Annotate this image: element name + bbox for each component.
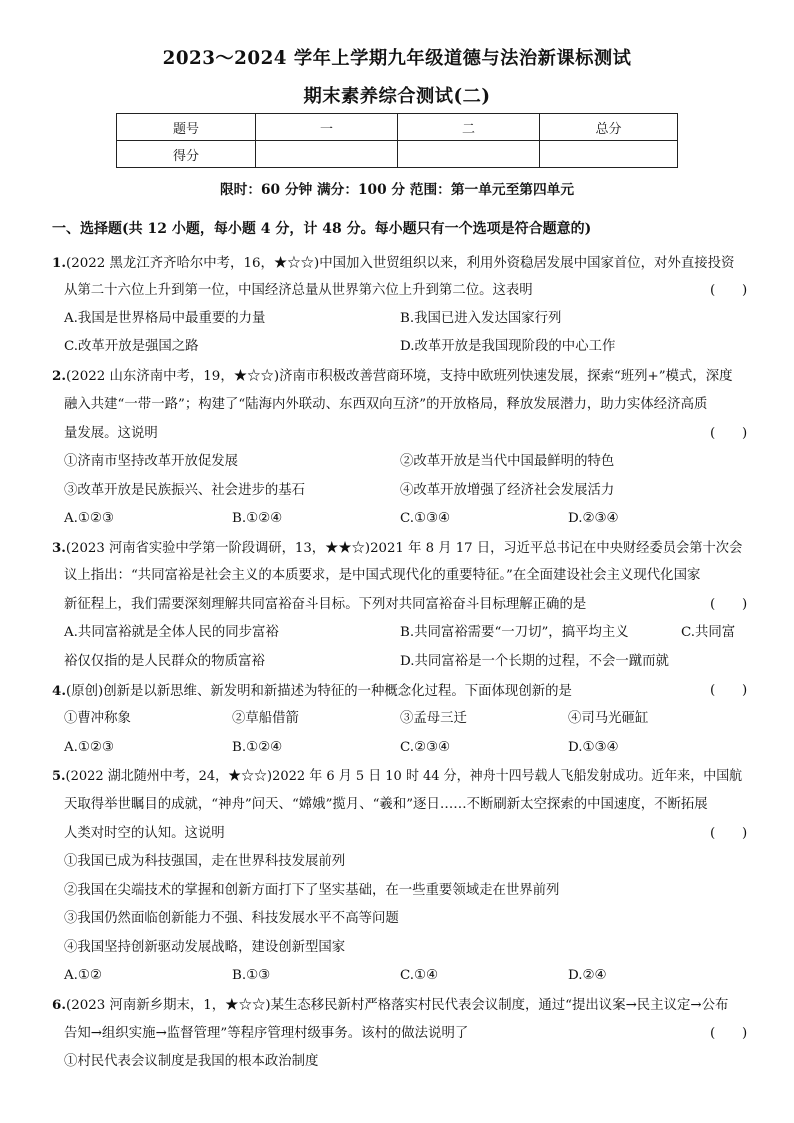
question-4-text: (原创)创新是以新思维、新发明和新描述为特征的一种概念化过程。下面体现创新的是 xyxy=(65,684,572,699)
question-2-line xyxy=(52,367,733,386)
question-5-text: 天取得举世瞩目的成就，“神舟”问天、“嫦娥”揽月、“羲和”逐日……不断刷新太空探索的中国速度，不断拓展 xyxy=(64,797,708,812)
statement-4: ④改革开放增强了经济社会发展活力 xyxy=(400,483,615,498)
statement-1: ①曹冲称象 xyxy=(64,711,131,726)
question-4-line xyxy=(52,682,572,701)
statement-2: ②我国在尖端技术的掌握和创新方面打下了坚实基础，在一些重要领域走在世界前列 xyxy=(64,883,560,898)
question-5-text: (2022 湖北随州中考，24，★☆☆)2022 年 6 月 5 日 10 时 44 分，神舟十四号载人飞船发射成功。近年来，中国航 xyxy=(65,769,743,784)
question-3-line xyxy=(52,539,742,558)
question-1-text: (2022 黑龙江齐齐哈尔中考，16，★☆☆)中国加入世贸组织以来，利用外资稳居发展中国家首位，对外直接投资 xyxy=(65,256,735,271)
option-a: A.①②③ xyxy=(64,740,114,755)
question-number: 4. xyxy=(52,683,66,699)
exam-info: 限时：60 分钟 满分：100 分 范围：第一单元至第四单元 xyxy=(219,182,575,198)
score-input-cell[interactable] xyxy=(398,141,540,168)
score-cell: 得分 xyxy=(117,141,256,168)
question-3-text: 议上指出：“共同富裕是社会主义的本质要求，是中国式现代化的重要特征。”在全面建设社会主义现代化国家 xyxy=(64,568,701,583)
answer-blank[interactable]: ( ) xyxy=(710,597,748,612)
option-b: B.①②④ xyxy=(232,740,283,755)
statement-3: ③孟母三迁 xyxy=(400,711,467,726)
score-cell: 题号 xyxy=(117,114,256,141)
answer-blank[interactable]: ( ) xyxy=(710,426,748,441)
statement-4: ④我国坚持创新驱动发展战略，建设创新型国家 xyxy=(64,940,346,955)
option-a: A.我国是世界格局中最重要的力量 xyxy=(64,311,266,326)
option-a: A.共同富裕就是全体人民的同步富裕 xyxy=(64,625,279,640)
statement-1: ①济南市坚持改革开放促发展 xyxy=(64,454,239,469)
question-6-line xyxy=(52,996,728,1015)
option-d: D.改革开放是我国现阶段的中心工作 xyxy=(400,339,616,354)
question-6-text: (2023 河南新乡期末，1，★☆☆)某生态移民新村严格落实村民代表会议制度，通过“提出议案→民主议定→公布 xyxy=(65,998,729,1013)
answer-blank[interactable]: ( ) xyxy=(710,826,748,841)
score-input-cell[interactable] xyxy=(540,141,678,168)
statement-2: ②改革开放是当代中国最鲜明的特色 xyxy=(400,454,615,469)
answer-blank[interactable]: ( ) xyxy=(710,283,748,298)
statement-3: ③我国仍然面临创新能力不强、科技发展水平不高等问题 xyxy=(64,911,399,926)
option-a: A.①②③ xyxy=(64,511,114,526)
question-2-text: (2022 山东济南中考，19，★☆☆)济南市积极改善营商环境，支持中欧班列快速发展，探索“班列+”模式，深度 xyxy=(65,369,733,384)
option-c: C.共同富 xyxy=(681,625,736,640)
statement-4: ④司马光砸缸 xyxy=(568,711,649,726)
question-1-line xyxy=(52,254,734,273)
statement-2: ②草船借箭 xyxy=(232,711,299,726)
option-c: C.改革开放是强国之路 xyxy=(64,339,199,354)
statement-1: ①我国已成为科技强国，走在世界科技发展前列 xyxy=(64,854,346,869)
question-3-text: (2023 河南省实验中学第一阶段调研，13，★★☆)2021 年 8 月 17 日，习近平总书记在中央财经委员会第十次会 xyxy=(65,541,743,556)
option-c: C.①③④ xyxy=(400,511,451,526)
option-b: B.我国已进入发达国家行列 xyxy=(400,311,562,326)
option-c: C.②③④ xyxy=(400,740,451,755)
option-d: D.共同富裕是一个长期的过程，不会一蹴而就 xyxy=(400,654,669,669)
question-number: 2. xyxy=(52,368,66,384)
score-table-header-row xyxy=(117,114,678,141)
question-number: 3. xyxy=(52,540,66,556)
answer-blank[interactable]: ( ) xyxy=(710,1026,748,1041)
question-5-text: 人类对时空的认知。这说明 xyxy=(64,826,225,841)
score-cell: 二 xyxy=(398,114,540,141)
question-6-text: 告知→组织实施→监督管理”等程序管理村级事务。该村的做法说明了 xyxy=(64,1026,469,1041)
question-number: 1. xyxy=(52,255,66,271)
question-1-text: 从第二十六位上升到第一位，中国经济总量从世界第六位上升到第二位。这表明 xyxy=(64,283,533,298)
score-cell: 一 xyxy=(256,114,398,141)
score-table-score-row xyxy=(117,141,678,168)
score-input-cell[interactable] xyxy=(256,141,398,168)
exam-subtitle: 期末素养综合测试(二) xyxy=(303,86,491,107)
option-d: D.①③④ xyxy=(568,740,619,755)
option-d: D.②③④ xyxy=(568,511,619,526)
option-c-continued: 裕仅仅指的是人民群众的物质富裕 xyxy=(64,654,265,669)
question-2-text: 量发展。这说明 xyxy=(64,426,158,441)
score-cell: 总分 xyxy=(540,114,678,141)
answer-blank[interactable]: ( ) xyxy=(710,683,748,698)
question-number: 6. xyxy=(52,997,66,1013)
option-b: B.①②④ xyxy=(232,511,283,526)
exam-title: 2023～2024 学年上学期九年级道德与法治新课标测试 xyxy=(162,48,632,69)
statement-3: ③改革开放是民族振兴、社会进步的基石 xyxy=(64,483,306,498)
statement-1: ①村民代表会议制度是我国的根本政治制度 xyxy=(64,1054,319,1069)
question-number: 5. xyxy=(52,768,66,784)
option-a: A.①② xyxy=(64,968,102,983)
question-5-line xyxy=(52,767,742,786)
section-heading: 一、选择题(共 12 小题，每小题 4 分，计 48 分。每小题只有一个选项是符合题意的) xyxy=(52,221,592,237)
question-2-text: 融入共建“一带一路”；构建了“陆海内外联动、东西双向互济”的开放格局，释放发展潜力，助力实体经济高质 xyxy=(64,397,708,412)
option-c: C.①④ xyxy=(400,968,439,983)
option-b: B.①③ xyxy=(232,968,271,983)
question-3-text: 新征程上，我们需要深刻理解共同富裕奋斗目标。下列对共同富裕奋斗目标理解正确的是 xyxy=(64,597,587,612)
option-d: D.②④ xyxy=(568,968,607,983)
score-table xyxy=(116,113,678,168)
option-b: B.共同富裕需要“一刀切”，搞平均主义 xyxy=(400,625,629,640)
